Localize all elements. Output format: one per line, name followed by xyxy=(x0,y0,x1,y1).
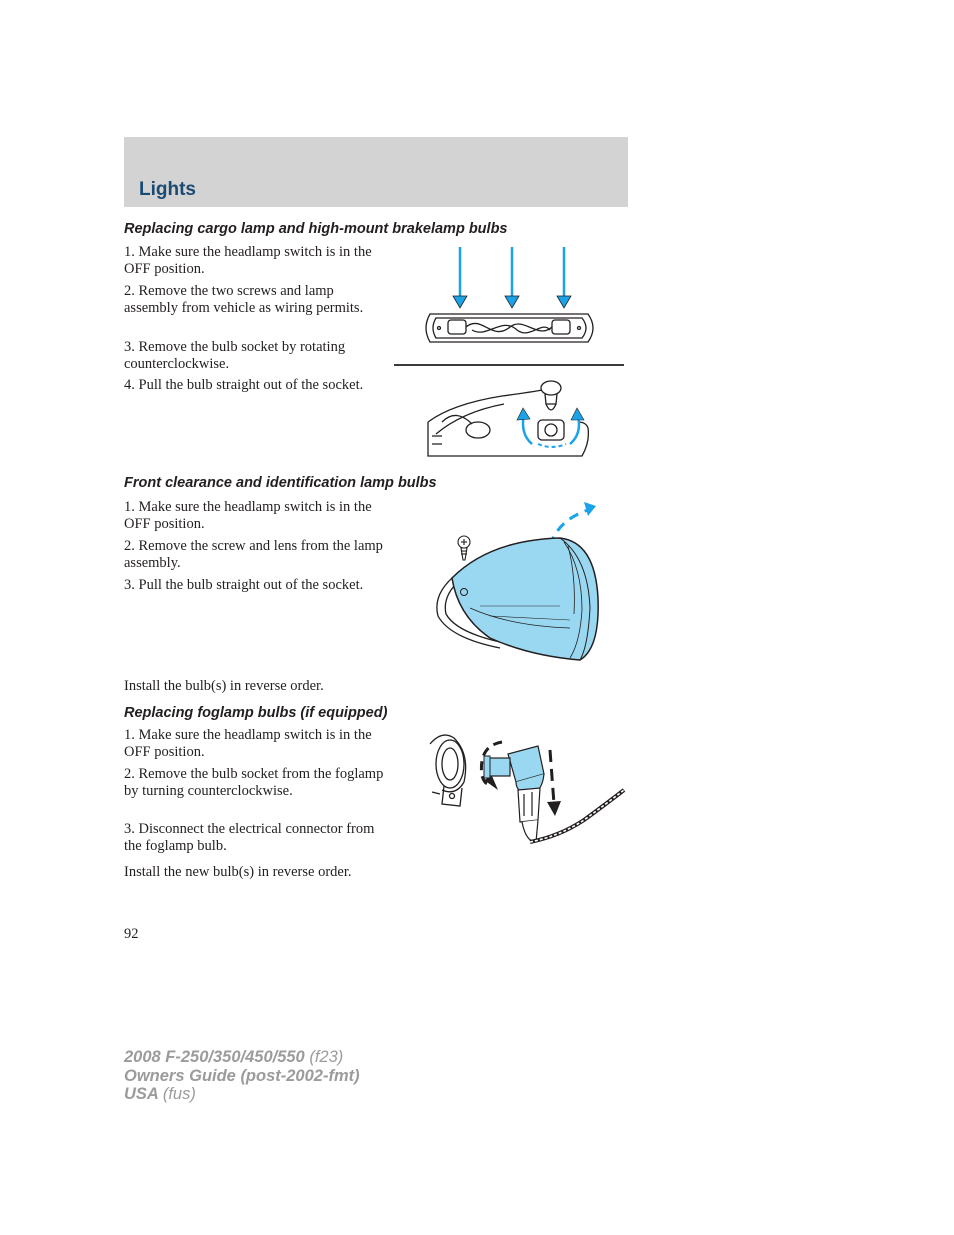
section-header-band xyxy=(124,137,628,207)
cargo-lamp-removal-diagram xyxy=(392,244,628,462)
foglamp-housing xyxy=(430,735,466,806)
clearance-closing: Install the bulb(s) in reverse order. xyxy=(124,678,324,694)
bulb-socket-icon xyxy=(484,746,544,794)
foglamp-closing: Install the new bulb(s) in reverse order. xyxy=(124,864,352,880)
down-arrow-icons xyxy=(453,247,571,308)
footer-model-code: (f23) xyxy=(309,1048,344,1066)
clearance-step-3: 3. Pull the bulb straight out of the socket. xyxy=(124,577,364,593)
cargo-step-3: 3. Remove the bulb socket by rotating counterclockwise. xyxy=(124,339,346,372)
clearance-lamp-lens-diagram xyxy=(430,498,610,666)
clearance-step-1: 1. Make sure the headlamp switch is in the OFF position. xyxy=(124,499,372,532)
lamp-socket-view xyxy=(428,381,588,456)
footer-line-2 xyxy=(124,1067,360,1086)
footer-guide: Owners Guide (post-2002-fmt) xyxy=(124,1066,360,1085)
section-title: Lights xyxy=(139,179,196,200)
foglamp-bulb-diagram xyxy=(420,724,630,854)
heading-clearance-lamp: Front clearance and identification lamp bulbs xyxy=(124,475,437,491)
foglamp-step-1: 1. Make sure the headlamp switch is in the OFF position. xyxy=(124,727,372,760)
wire-harness xyxy=(530,790,624,842)
foglamp-step-2: 2. Remove the bulb socket from the foglamp by turning counterclockwise. xyxy=(124,766,384,799)
page-number: 92 xyxy=(124,926,139,942)
down-arrow-icon xyxy=(547,750,561,816)
footer-line-3 xyxy=(124,1085,360,1104)
heading-cargo-lamp: Replacing cargo lamp and high-mount brakelamp bulbs xyxy=(124,221,508,237)
footer-model: 2008 F-250/350/450/550 xyxy=(124,1048,305,1066)
document-footer xyxy=(124,1048,360,1104)
heading-foglamp: Replacing foglamp bulbs (if equipped) xyxy=(124,705,388,721)
footer-line-1 xyxy=(124,1048,360,1067)
footer-market-code: (fus) xyxy=(162,1085,196,1103)
footer-market: USA xyxy=(124,1085,159,1103)
screw-icon xyxy=(458,536,470,560)
lamp-housing xyxy=(426,314,593,342)
cargo-step-4: 4. Pull the bulb straight out of the socket. xyxy=(124,377,364,393)
clearance-step-2: 2. Remove the screw and lens from the lamp assembly. xyxy=(124,538,383,571)
electrical-connector-icon xyxy=(518,788,540,842)
cargo-step-2: 2. Remove the two screws and lamp assembly from vehicle as wiring permits. xyxy=(124,283,364,316)
cargo-step-1: 1. Make sure the headlamp switch is in the OFF position. xyxy=(124,244,372,277)
foglamp-step-3: 3. Disconnect the electrical connector from the foglamp bulb. xyxy=(124,821,375,854)
